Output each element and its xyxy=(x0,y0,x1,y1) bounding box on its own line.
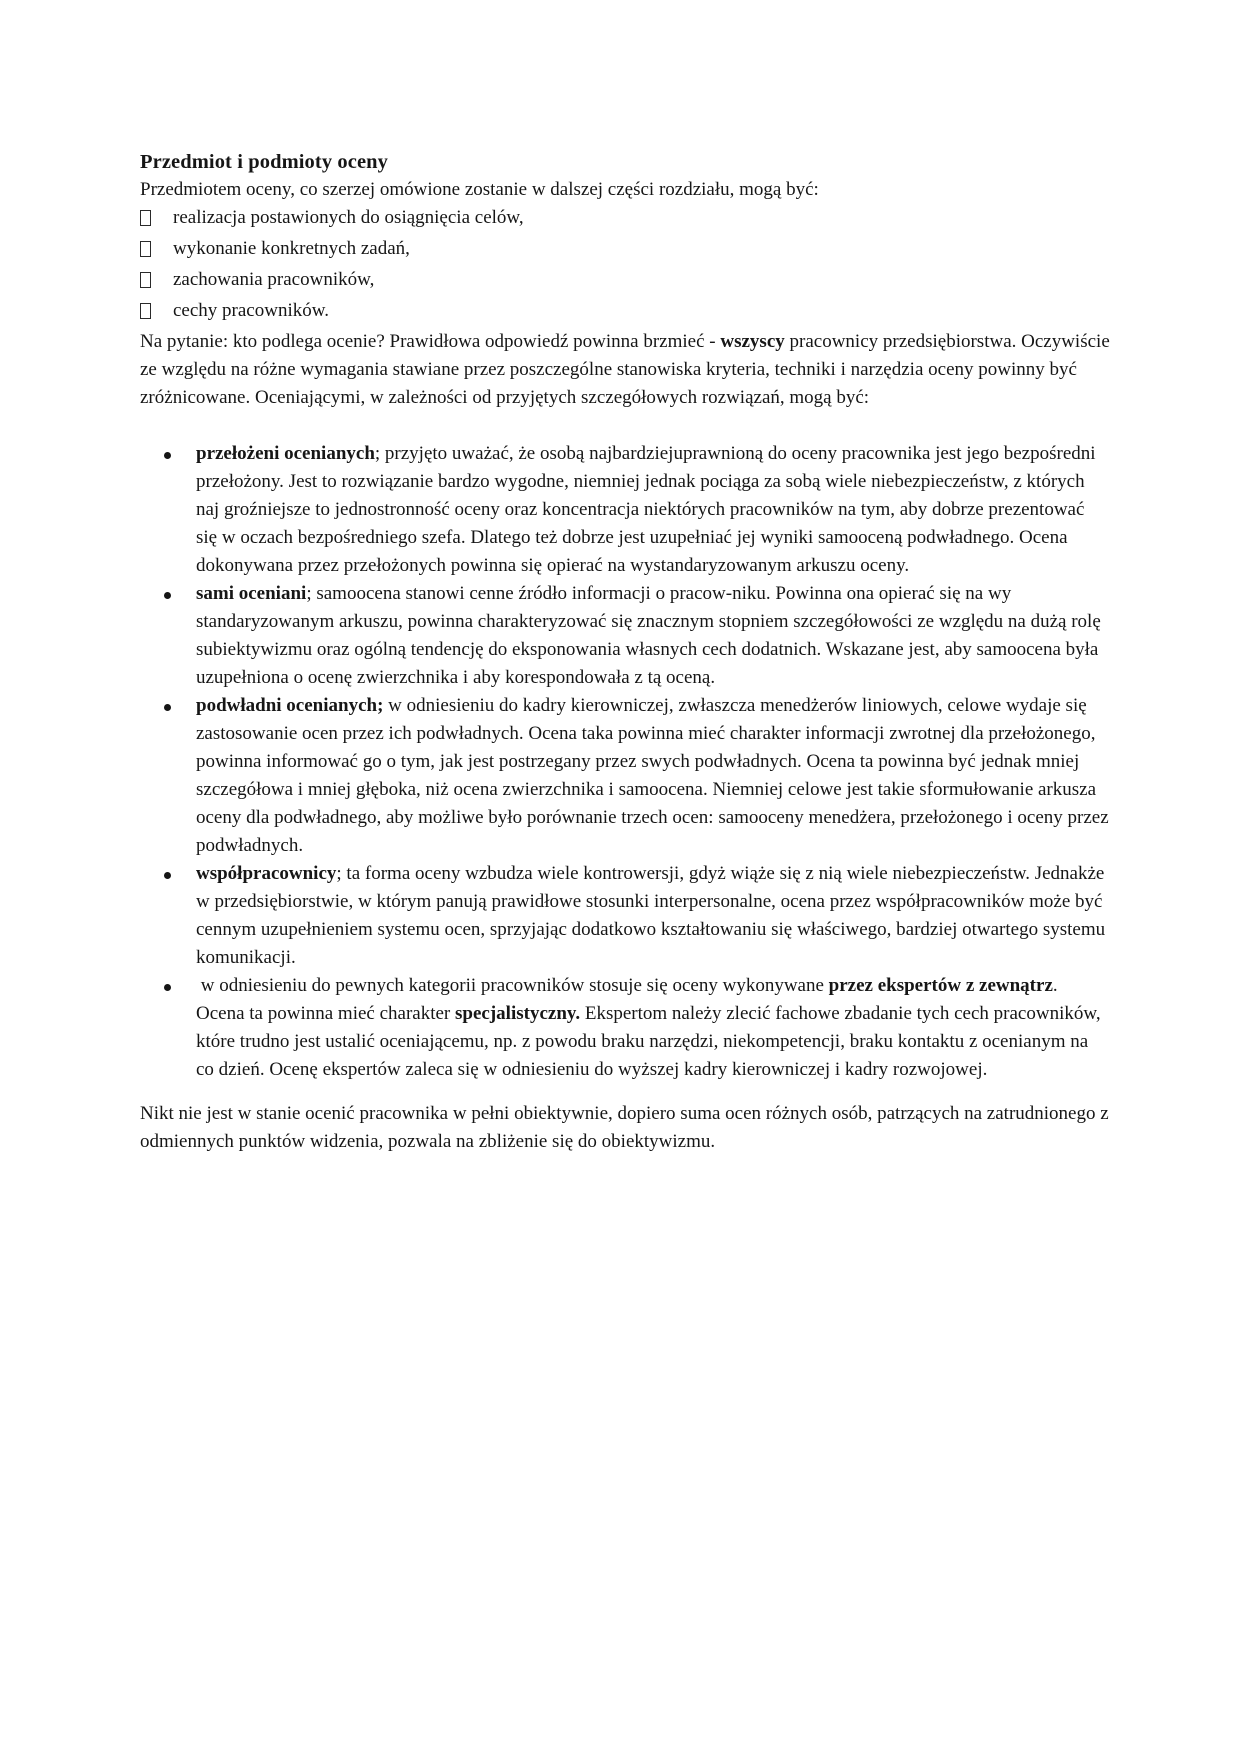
list-item xyxy=(140,235,1110,266)
list-item xyxy=(140,580,1110,692)
list-item-text: wykonanie konkretnych zadań, xyxy=(173,238,410,259)
empty-box-icon xyxy=(140,241,151,257)
list-item-text: przełożeni ocenianych; przyjęto uważać, że osobą najbardziejuprawnioną do oceny pracownika jest jego bezpośredni przełożony. Jest to rozwiązanie bardzo wygodne, niemniej jednak pociąga za sobą wiele niebezpieczeństw, z których naj groźniejsze to jednostronność oceny oraz koncentracja niektórych pracowników na tym, aby dobrze prezentować się w oczach bezpośredniego szefa. Dlatego też dobrze jest uzupełniać jej wyniki samooceną podwładnego. Ocena dokonywana przez przełożonych powinna się opierać na wystandaryzowanym arkuszu oceny. xyxy=(196,443,1101,576)
list-item xyxy=(140,860,1110,972)
empty-box-icon xyxy=(140,272,151,288)
list-item xyxy=(140,297,1110,328)
list-item-text: cechy pracowników. xyxy=(173,300,329,321)
list-item-text: realizacja postawionych do osiągnięcia celów, xyxy=(173,207,524,228)
document-content xyxy=(140,148,1115,1156)
empty-box-icon xyxy=(140,210,151,226)
bullet-icon xyxy=(164,704,171,711)
bullet-icon xyxy=(164,592,171,599)
bullet-icon xyxy=(164,452,171,459)
page-title: Przedmiot i podmioty oceny xyxy=(140,151,388,173)
list-item-text: zachowania pracowników, xyxy=(173,269,375,290)
question-paragraph: Na pytanie: kto podlega ocenie? Prawidłowa odpowiedź powinna brzmieć - wszyscy pracownicy przedsiębiorstwa. Oczywiście ze względu na różne wymagania stawiane przez poszczególne stanowiska kryteria, techniki i narzędzia oceny powinny być zróżnicowane. Oceniającymi, w zależności od przyjętych szczegółowych rozwiązań, mogą być: xyxy=(140,331,1115,408)
bullet-icon xyxy=(164,984,171,991)
list-item-text: sami oceniani; samoocena stanowi cenne źródło informacji o pracow-niku. Powinna ona opierać się na wy standaryzowanym arkuszu, powinna charakteryzować się znacznym stopniem szczegółowości ze względu na dużą rolę subiektywizmu oraz ogólną tendencję do eksponowania własnych cech dodatnich. Wskazane jest, aby samoocena była uzupełniona o ocenę zwierzchnika i aby korespondowała z tą oceną. xyxy=(196,583,1106,688)
list-item xyxy=(140,266,1110,297)
list-item xyxy=(140,204,1110,235)
list-item-text: współpracownicy; ta forma oceny wzbudza wiele kontrowersji, gdyż wiąże się z nią wiele niebezpieczeństw. Jednakże w przedsiębiorstwie, w którym panują prawidłowe stosunki interpersonalne, ocena przez współpracowników może być cennym uzupełnieniem systemu ocen, sprzyjając dodatkowo kształtowaniu się właściwego, bardziej otwartego systemu komunikacji. xyxy=(196,863,1110,968)
list-item-text: w odniesieniu do pewnych kategorii pracowników stosuje się oceny wykonywane przez ekspertów z zewnątrz. Ocena ta powinna mieć charakter specjalistyczny. Ekspertom należy zlecić fachowe zbadanie tych cech pracowników, które trudno jest ustalić oceniającemu, np. z powodu braku narzędzi, niekompetencji, braku kontaktu z ocenianym na co dzień. Ocenę ekspertów zaleca się w odniesieniu do wyższej kadry kierowniczej i kadry rozwojowej. xyxy=(196,975,1106,1080)
list-item-text: podwładni ocenianych; w odniesieniu do kadry kierowniczej, zwłaszcza menedżerów liniowych, celowe wydaje się zastosowanie ocen przez ich podwładnych. Ocena taka powinna mieć charakter informacji zwrotnej dla przełożonego, powinna informować go o tym, jak jest postrzegany przez swych podwładnych. Ocena ta powinna być jednak mniej szczegółowa i mniej głęboka, niż ocena zwierzchnika i samoocena. Niemniej celowe jest takie sformułowanie arkusza oceny dla podwładnego, aby możliwe było porównanie trzech ocen: samooceny menedżera, przełożonego i oceny przez podwładnych. xyxy=(196,695,1114,856)
list-item xyxy=(140,440,1110,580)
list-item xyxy=(140,692,1114,860)
closing-paragraph: Nikt nie jest w stanie ocenić pracownika w pełni obiektywnie, dopiero suma ocen różnych osób, patrzących na zatrudnionego z odmiennych punktów widzenia, pozwala na zbliżenie się do obiektywizmu. xyxy=(140,1103,1114,1152)
evaluation-subjects-list xyxy=(140,204,1110,328)
evaluators-list xyxy=(140,440,1114,1084)
list-item xyxy=(140,972,1110,1084)
bullet-icon xyxy=(164,872,171,879)
empty-box-icon xyxy=(140,303,151,319)
intro-paragraph: Przedmiotem oceny, co szerzej omówione zostanie w dalszej części rozdziału, mogą być: xyxy=(140,179,819,200)
